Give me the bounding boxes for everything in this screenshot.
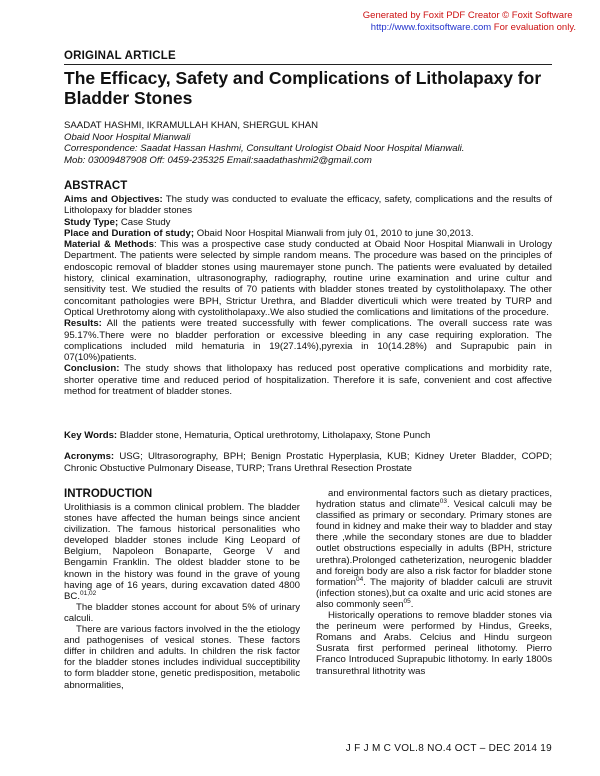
place-text: Obaid Noor Hospital Mianwali from july 01, 2010 to june 30,2013. <box>194 227 474 239</box>
intro-paragraph-3: There are various factors involved in the the etiology and pathogenises of vesical stones. These factors differ in children and adults. In children the risk factor for the bladder stones includes individual succeptibility to form bladder stone, genetic predisposition, metabolic abnormalities, <box>64 624 300 691</box>
results-label: Results: <box>64 318 102 330</box>
article-type-label: ORIGINAL ARTICLE <box>64 50 552 65</box>
right-column <box>316 488 552 677</box>
contact-line: Mob: 03009487908 Off: 0459-235325 Email:saadathashmi2@gmail.com <box>64 154 372 166</box>
intro-heading: INTRODUCTION <box>64 488 153 500</box>
intro-p4-text-c: . The majority of bladder calculi are struvit (infection stones),but ca oxalte and uric acid stones are also commonly seen <box>316 576 552 610</box>
author-names: SAADAT HASHMI, IKRAMULLAH KHAN, SHERGUL KHAN <box>64 120 319 131</box>
intro-p1-text: Urolithiasis is a common clinical problem. The bladder stones have affected the human beings since ancient civilization. The famous historical personalities who developed bladder stones include King Leopard of Belgium, Napoleon Bonaparte, George V and Bengamin Franklin. The oldest bladder stone to be known in the history was found in the grave of young having age of 16 years, during excavation dated 4800 BC. <box>64 502 300 602</box>
intro-paragraph-2: The bladder stones account for about 5% of urinary calculi. <box>64 601 300 624</box>
acronyms <box>64 451 552 474</box>
abstract-conclusion <box>64 363 552 397</box>
pdf-watermark <box>363 10 576 34</box>
citation-04: 04 <box>356 575 364 583</box>
acronyms-text: USG; Ultrasorography, BPH; Benign Prostatic Hyperplasia, KUB; Kidney Ureter Bladder, COPD; Chronic Obstuctive Pulmonary Disease, TURP; Trans Urethral Resection Prostate <box>64 451 552 474</box>
author-institution: Obaid Noor Hospital Mianwali <box>64 131 191 143</box>
author-block <box>64 120 552 166</box>
abstract-aims <box>64 194 552 217</box>
left-column <box>64 488 300 691</box>
intro-p4-text-b: . Vesical calculi may be classified as primary or secondary. Primary stones are found in kidney and make their way to bladder and stay there ,while the secondary stones are due to bladder outlet obstructions especially in adults (BPH, stricture urethra).Prolonged catheterization, neurogenic bladder and foreign body are also a risk factor for bladder stone formation <box>316 499 552 588</box>
acronyms-label: Acronyms: <box>64 451 115 462</box>
abstract-section <box>64 180 552 397</box>
study-type-text: Case Study <box>118 216 171 228</box>
aims-label: Aims and Objectives: <box>64 194 163 205</box>
abstract-methods <box>64 239 552 318</box>
aims-text: The study was conducted to evaluate the efficacy, safety, complications and the results of Litholopaxy for bladder stones <box>64 194 552 217</box>
abstract-results <box>64 318 552 363</box>
intro-paragraph-4 <box>316 488 552 610</box>
intro-paragraph-1 <box>64 502 300 602</box>
intro-p4-text-d: . <box>410 598 414 610</box>
study-type-label: Study Type; <box>64 216 119 228</box>
keywords-label: Key Words: <box>64 430 118 441</box>
citation-03: 03 <box>439 497 448 505</box>
intro-p4-text-a: and environmental factors such as dietary practices, hydration status and climate <box>316 488 552 511</box>
citation-05: 05 <box>403 597 411 605</box>
watermark-line-2 <box>363 22 576 34</box>
place-label: Place and Duration of study; <box>64 227 195 239</box>
watermark-line-1: Generated by Foxit PDF Creator © Foxit Software <box>362 10 573 21</box>
watermark-note: For evaluation only. <box>491 22 576 33</box>
journal-footer: J F J M C VOL.8 NO.4 OCT – DEC 2014 19 <box>345 743 552 754</box>
keywords <box>64 430 552 442</box>
results-text: All the patients were treated successfully with fewer complications. The overall success rate was 95.17%.There were no bladder perforation or excessive bleeding in any case requiring exploration. The complications included mild hematuria in 19(27.14%),pyrexia in 10(14.28%) and Suprapubic pain in 07(10%)patients. <box>64 318 552 364</box>
watermark-link[interactable]: http://www.foxitsoftware.com <box>370 22 492 33</box>
citation-01-02: 01,02 <box>80 589 97 597</box>
abstract-place <box>64 228 552 239</box>
methods-label: Material & Methods <box>64 239 154 251</box>
intro-paragraph-5: Historically operations to remove bladder stones via the perineum were performed by Hindus, Greeks, Romans and Arabs. Celcius and Hindu surgeon Susrata first performed perineal lithotomy. Pierro Franco Introduced Suprapubic lithotomy. In early 1800s transurethral lithotrity was <box>316 610 552 677</box>
abstract-study-type <box>64 217 552 228</box>
conclusion-text: The study shows that litholopaxy has reduced post operative complications and morbidity rate, shorter operative time and reduced period of hospitalization. Therefore it is safe, convenient and cost affective method for treatment of bladder stones. <box>64 363 552 398</box>
conclusion-label: Conclusion: <box>64 363 120 375</box>
abstract-heading: ABSTRACT <box>64 180 128 192</box>
correspondence-line: Correspondence: Saadat Hassan Hashmi, Consultant Urologist Obaid Noor Hospital Mianwali. <box>64 143 465 155</box>
methods-text: : This was a prospective case study conducted at Obaid Noor Hospital Mianwali in Urology Department. The patients were selected by simple random means. The procedure was based on the principles of endoscopic removal of bladder stones using mauremayer stone punch. The patients were evaluated by detailed history, clinical examination, ultrasonography, radiography, routine urine examination and urine cultur and sensitivity test. We studied the results of 70 patients with bladder stones treated by cystolitholapaxy. The other concomitant pathologies were BPH, Strictur Urethra, and Bladder diverticuli which were treated by TURP and Optical Urethrotomy along with cystolitholapaxy..We also studied the comlications and limitations of the procedure. <box>64 239 552 318</box>
article-title: The Efficacy, Safety and Complications of Litholapaxy for Bladder Stones <box>64 68 542 108</box>
keywords-text: Bladder stone, Hematuria, Optical urethrotomy, Litholapaxy, Stone Punch <box>117 430 431 441</box>
